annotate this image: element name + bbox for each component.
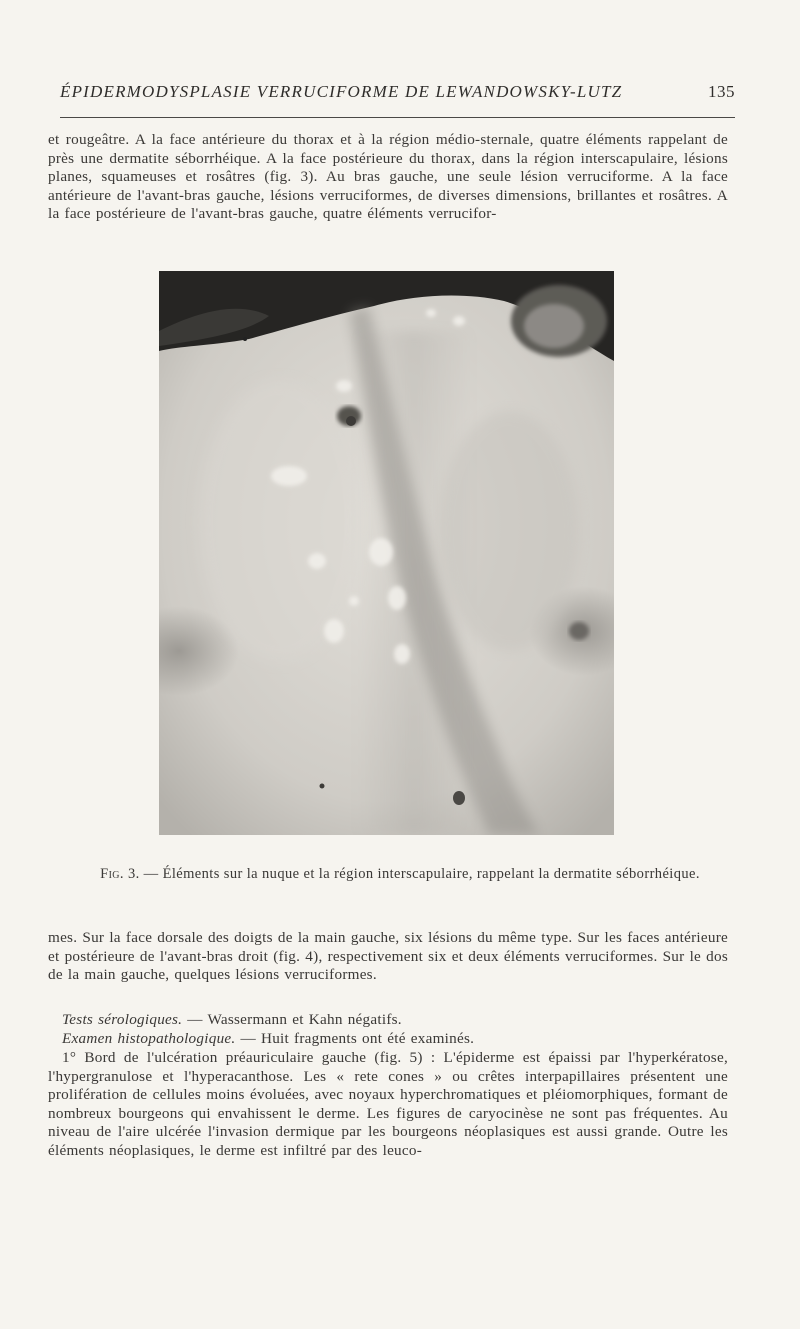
paragraph-top: et rougeâtre. A la face antérieure du thorax et à la région médio-sternale, quatre éléments rappelant de près une dermatite séborrhéique. A la face postérieure du thorax, dans la région interscapulaire, lésions planes, squameuses et rosâtres (fig. 3). Au bras gauche, une seule lésion verruciforme. A la face antérieure de l'avant-bras gauche, lésions verruciformes, de diverses dimensions, brillantes et rosâtres. A la face postérieure de l'avant-bras gauche, quatre éléments verrucifor- xyxy=(48,131,728,223)
running-title: ÉPIDERMODYSPLASIE VERRUCIFORME DE LEWANDOWSKY-LUTZ xyxy=(60,82,623,101)
tests-text: — Wassermann et Kahn négatifs. xyxy=(182,1011,402,1028)
examen-histopathologique-paragraph xyxy=(48,1030,728,1049)
photo-back-skin-image xyxy=(159,271,614,835)
tests-heading: Tests sérologiques. xyxy=(62,1011,183,1028)
tests-serologiques-paragraph xyxy=(48,1011,728,1030)
running-header xyxy=(60,82,735,102)
examen-text: — Huit fragments ont été examinés. xyxy=(235,1030,475,1047)
paragraph-continued: mes. Sur la face dorsale des doigts de la main gauche, six lésions du même type. Sur les faces antérieure et postérieure de l'avant-bras droit (fig. 4), respectivement six et deux éléments verruciformes. Sur le dos de la main gauche, quelques lésions verruciformes. xyxy=(48,929,728,984)
examen-heading: Examen histopathologique. xyxy=(62,1030,236,1047)
figure-label: Fig. 3. xyxy=(100,866,140,882)
figure-caption-text: — Éléments sur la nuque et la région interscapulaire, rappelant la dermatite séborrhéique. xyxy=(139,866,700,882)
page-number: 135 xyxy=(708,82,735,101)
figure-3-photo xyxy=(159,271,614,835)
figure-3-caption xyxy=(90,865,710,883)
header-rule xyxy=(60,117,735,118)
paragraph-item-1: 1° Bord de l'ulcération préauriculaire gauche (fig. 5) : L'épiderme est épaissi par l'hyperkératose, l'hypergranulose et l'hyperacanthose. Les « rete cones » ou crêtes interpapillaires présentent une prolifération de cellules moins évoluées, avec noyaux hyperchromatiques et pléiomorphiques, formant de nombreux bourgeons qui envahissent le derme. Les figures de caryocinèse ne sont pas fréquentes. Au niveau de l'aire ulcérée l'invasion dermique par les bourgeons néoplasiques est aussi grande. Outre les éléments néoplasiques, le derme est infiltré par des leuco- xyxy=(48,1049,728,1159)
